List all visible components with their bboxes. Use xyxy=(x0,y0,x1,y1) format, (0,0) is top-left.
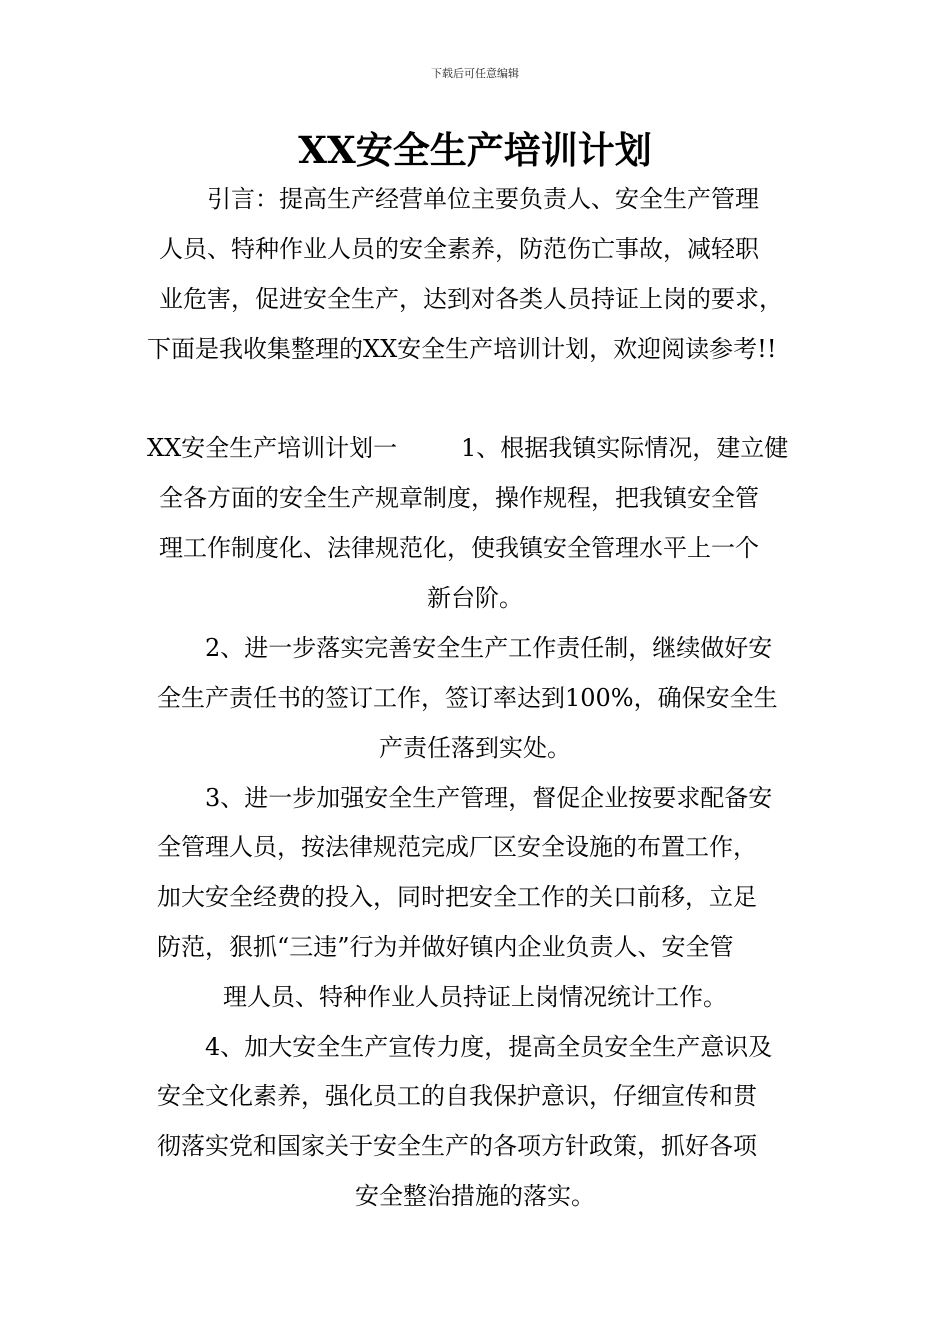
item-line: 加大安全经费的投入，同时把安全工作的关口前移，立足 xyxy=(157,883,757,911)
section-heading: XX安全生产培训计划一 xyxy=(147,434,398,462)
item-line: 1、根据我镇实际情况，建立健 xyxy=(461,434,789,462)
item-line: 全生产责任书的签订工作，签订率达到100%，确保安全生 xyxy=(157,684,778,712)
header-note: 下载后可任意编辑 xyxy=(431,67,519,80)
item-line: 全各方面的安全生产规章制度，操作规程，把我镇安全管 xyxy=(159,484,759,512)
item-line: 理工作制度化、法律规范化，使我镇安全管理水平上一个 xyxy=(159,534,759,562)
item-line: 理人员、特种作业人员持证上岗情况统计工作。 xyxy=(223,983,727,1011)
item-line: 4、加大安全生产宣传力度，提高全员安全生产意识及 xyxy=(205,1033,773,1061)
intro-line: 下面是我收集整理的XX安全生产培训计划，欢迎阅读参考!! xyxy=(147,335,777,363)
item-line: 2、进一步落实完善安全生产工作责任制，继续做好安 xyxy=(205,634,773,662)
item-line: 新台阶。 xyxy=(427,584,523,612)
item-line: 防范，狠抓“三违”行为并做好镇内企业负责人、安全管 xyxy=(157,933,734,961)
intro-line: 人员、特种作业人员的安全素养，防范伤亡事故，减轻职 xyxy=(159,235,759,263)
item-line: 安全文化素养，强化员工的自我保护意识，仔细宣传和贯 xyxy=(157,1082,757,1110)
item-line: 安全整治措施的落实。 xyxy=(355,1182,595,1210)
item-line: 彻落实党和国家关于安全生产的各项方针政策，抓好各项 xyxy=(157,1132,757,1160)
intro-line: 业危害，促进安全生产，达到对各类人员持证上岗的要求， xyxy=(159,285,783,313)
item-line: 全管理人员，按法律规范完成厂区安全设施的布置工作， xyxy=(157,833,757,861)
item-line: 3、进一步加强安全生产管理，督促企业按要求配备安 xyxy=(205,784,773,812)
intro-line: 引言：提高生产经营单位主要负责人、安全生产管理 xyxy=(207,185,759,213)
item-line: 产责任落到实处。 xyxy=(379,734,571,762)
document-title: XX安全生产培训计划 xyxy=(298,128,652,172)
